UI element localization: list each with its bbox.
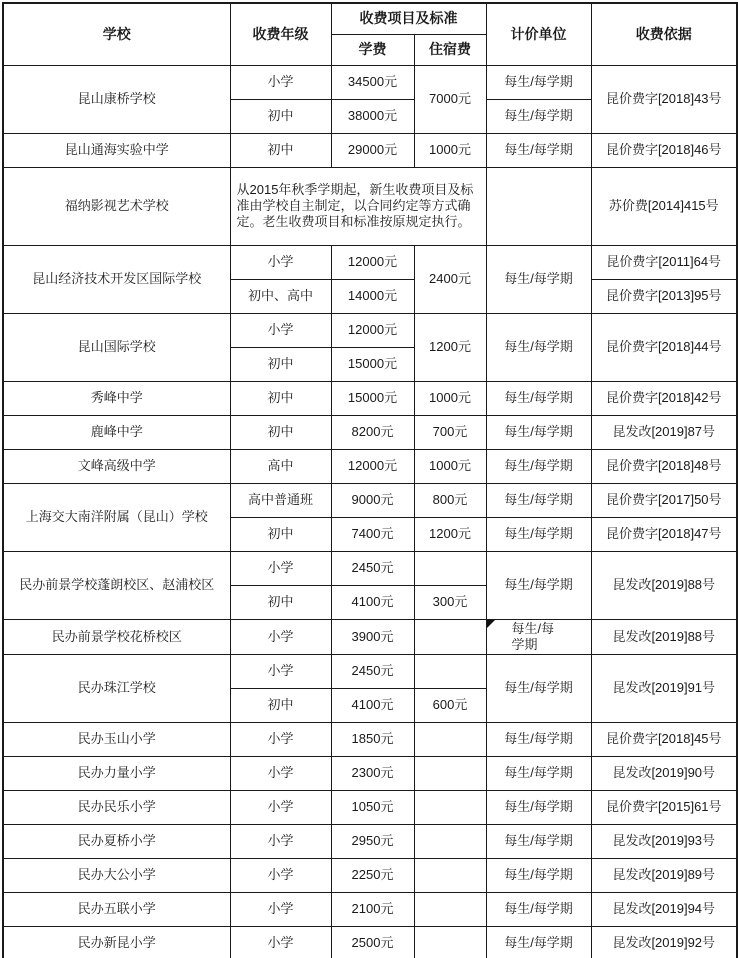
- basis-cell: [591, 279, 737, 313]
- boarding-cell: [414, 483, 486, 517]
- note-cell-text: 从2015年秋季学期起，新生收费项目及标准由学校自主制定，以合同约定等方式确定。老生收费项目和标准按原规定执行。: [236, 181, 474, 230]
- boarding-cell-text: 1200元: [429, 338, 471, 354]
- grade-cell: [230, 927, 331, 958]
- grade-cell-text: 初中: [267, 525, 294, 541]
- basis-cell-text: 昆价费字[2018]43号: [605, 90, 722, 106]
- school-name-cell-text: 昆山康桥学校: [77, 90, 156, 106]
- unit-cell-text: 每生/每学期: [511, 620, 555, 652]
- grade-cell: [230, 279, 331, 313]
- school-name-cell-text: 民办民乐小学: [77, 799, 156, 815]
- basis-cell-text: 昆价费字[2018]48号: [605, 457, 722, 473]
- tuition-cell-text: 2450元: [351, 663, 394, 679]
- table-row: [3, 415, 737, 449]
- grade-cell-text: 小学: [267, 73, 294, 89]
- tuition-cell-text: 2100元: [351, 901, 394, 917]
- tuition-cell-text: 38000元: [347, 107, 398, 123]
- tuition-cell: [331, 381, 414, 415]
- tuition-cell-text: 3900元: [351, 628, 394, 644]
- tuition-cell: [331, 893, 414, 927]
- grade-cell-text: 初中: [267, 141, 294, 157]
- grade-cell-text: 小学: [267, 867, 294, 883]
- unit-cell: [486, 927, 591, 958]
- basis-cell: [591, 133, 737, 167]
- basis-cell-text: 昆价费字[2018]45号: [605, 731, 722, 747]
- school-name-cell: [3, 893, 230, 927]
- boarding-cell-text: 700元: [432, 423, 468, 439]
- grade-cell-text: 初中: [267, 423, 294, 439]
- grade-cell-text: 小学: [267, 901, 294, 917]
- unit-cell-text: 每生/每学期: [504, 799, 573, 815]
- unit-cell: [486, 551, 591, 619]
- basis-cell-text: 昆发改[2019]93号: [612, 833, 716, 849]
- grade-cell-text: 初中、高中: [247, 287, 313, 303]
- school-name-cell: [3, 449, 230, 483]
- unit-cell-text: 每生/每学期: [504, 107, 573, 123]
- boarding-cell-text: 800元: [432, 491, 468, 507]
- grade-cell: [230, 893, 331, 927]
- school-name-cell: [3, 927, 230, 958]
- unit-cell: [486, 619, 591, 655]
- school-name-cell: [3, 483, 230, 551]
- unit-cell: [486, 99, 591, 133]
- school-name-cell: [3, 381, 230, 415]
- grade-cell: [230, 517, 331, 551]
- boarding-cell: [414, 927, 486, 958]
- table-row: [3, 757, 737, 791]
- tuition-cell-text: 1050元: [351, 799, 394, 815]
- tuition-cell-text: 8200元: [351, 423, 394, 439]
- tuition-cell-text: 2500元: [351, 935, 394, 951]
- basis-cell-text: 昆价费字[2011]64号: [606, 253, 722, 269]
- boarding-cell-text: 300元: [432, 593, 468, 609]
- tuition-cell-text: 4100元: [351, 697, 394, 713]
- tuition-cell-text: 9000元: [351, 491, 394, 507]
- tuition-cell-text: 7400元: [351, 525, 394, 541]
- grade-cell-text: 初中: [267, 389, 294, 405]
- grade-cell: [230, 65, 331, 99]
- table-body: [3, 65, 737, 958]
- table-row: [3, 655, 737, 689]
- tuition-cell: [331, 133, 414, 167]
- tuition-cell: [331, 619, 414, 655]
- school-name-cell: [3, 415, 230, 449]
- table-row: [3, 619, 737, 655]
- unit-cell: [486, 133, 591, 167]
- school-name-cell-text: 昆山经济技术开发区国际学校: [32, 270, 202, 286]
- tuition-cell: [331, 689, 414, 723]
- tuition-cell: [331, 825, 414, 859]
- unit-cell-text: 每生/每学期: [504, 833, 573, 849]
- unit-cell-text: 每生/每学期: [504, 680, 573, 696]
- school-name-cell-text: 鹿峰中学: [90, 423, 143, 439]
- grade-cell: [230, 347, 331, 381]
- tuition-cell: [331, 859, 414, 893]
- school-name-cell-text: 民办新昆小学: [77, 935, 156, 951]
- grade-cell: [230, 619, 331, 655]
- tuition-cell-text: 2950元: [351, 833, 394, 849]
- basis-cell: [591, 517, 737, 551]
- grade-cell-text: 初中: [267, 355, 294, 371]
- basis-cell: [591, 449, 737, 483]
- boarding-cell: [414, 313, 486, 381]
- basis-cell: [591, 381, 737, 415]
- boarding-cell: [414, 723, 486, 757]
- unit-cell: [486, 893, 591, 927]
- tuition-cell: [331, 449, 414, 483]
- unit-cell: [486, 313, 591, 381]
- tuition-cell: [331, 415, 414, 449]
- tuition-cell-text: 12000元: [347, 457, 398, 473]
- basis-cell: [591, 313, 737, 381]
- grade-cell: [230, 313, 331, 347]
- grade-cell: [230, 133, 331, 167]
- school-name-cell: [3, 245, 230, 313]
- unit-cell: [486, 757, 591, 791]
- boarding-cell: [414, 757, 486, 791]
- boarding-cell: [414, 65, 486, 133]
- unit-cell: [486, 483, 591, 517]
- boarding-cell: [414, 517, 486, 551]
- basis-cell-text: 昆价费字[2018]46号: [605, 141, 722, 157]
- unit-cell: [486, 723, 591, 757]
- boarding-cell-text: 7000元: [429, 90, 471, 106]
- unit-cell-text: 每生/每学期: [504, 270, 573, 286]
- basis-cell-text: 昆价费字[2018]44号: [605, 338, 722, 354]
- grade-cell-text: 小学: [267, 253, 294, 269]
- table-row: [3, 313, 737, 347]
- unit-cell-text: 每生/每学期: [504, 525, 573, 541]
- basis-cell-text: 苏价费[2014]415号: [608, 197, 719, 213]
- boarding-cell-text: 1000元: [429, 389, 471, 405]
- unit-cell-text: 每生/每学期: [504, 867, 573, 883]
- basis-cell-text: 昆价费字[2018]42号: [605, 389, 722, 405]
- header-row-1: [3, 3, 737, 34]
- grade-cell: [230, 245, 331, 279]
- grade-cell-text: 小学: [267, 663, 294, 679]
- grade-cell: [230, 415, 331, 449]
- grade-cell: [230, 757, 331, 791]
- table-row: [3, 893, 737, 927]
- school-name-cell-text: 民办前景学校蓬朗校区、赵浦校区: [19, 576, 215, 592]
- tuition-cell: [331, 517, 414, 551]
- unit-cell-text: 每生/每学期: [504, 491, 573, 507]
- header-boarding: 住宿费: [414, 34, 486, 65]
- unit-cell: [486, 655, 591, 723]
- grade-cell-text: 初中: [267, 107, 294, 123]
- unit-cell: [486, 381, 591, 415]
- grade-cell-text: 初中: [267, 697, 294, 713]
- tuition-cell: [331, 551, 414, 585]
- basis-cell: [591, 245, 737, 279]
- grade-cell: [230, 449, 331, 483]
- grade-cell: [230, 483, 331, 517]
- school-name-cell-text: 民办五联小学: [77, 901, 156, 917]
- table-row: [3, 381, 737, 415]
- table-row: [3, 551, 737, 585]
- table-row: [3, 449, 737, 483]
- header-unit: 计价单位: [486, 3, 591, 65]
- tuition-cell-text: 12000元: [347, 253, 398, 269]
- header-grade: 收费年级: [230, 3, 331, 65]
- grade-cell-text: 小学: [267, 765, 294, 781]
- boarding-cell-text: 1000元: [429, 457, 471, 473]
- school-name-cell: [3, 619, 230, 655]
- grade-cell: [230, 689, 331, 723]
- basis-cell-text: 昆发改[2019]94号: [612, 901, 716, 917]
- school-name-cell: [3, 313, 230, 381]
- school-name-cell: [3, 723, 230, 757]
- table-row: [3, 723, 737, 757]
- boarding-cell-text: 1000元: [429, 141, 471, 157]
- tuition-cell: [331, 99, 414, 133]
- header-fee-items: 收费项目及标准: [331, 3, 486, 34]
- unit-cell: [486, 65, 591, 99]
- basis-cell-text: 昆价费字[2013]95号: [605, 287, 722, 303]
- basis-cell-text: 昆发改[2019]91号: [612, 680, 716, 696]
- grade-cell-text: 小学: [267, 935, 294, 951]
- basis-cell-text: 昆发改[2019]89号: [612, 867, 716, 883]
- grade-cell-text: 小学: [267, 833, 294, 849]
- unit-cell-text: 每生/每学期: [504, 141, 573, 157]
- table-row: [3, 167, 737, 245]
- tuition-cell: [331, 585, 414, 619]
- basis-cell: [591, 825, 737, 859]
- unit-cell-text: 每生/每学期: [504, 901, 573, 917]
- school-name-cell-text: 文峰高级中学: [77, 457, 156, 473]
- basis-cell-text: 昆价费字[2015]61号: [605, 799, 722, 815]
- tuition-cell-text: 12000元: [347, 321, 398, 337]
- basis-cell-text: 昆发改[2019]90号: [612, 765, 716, 781]
- school-name-cell: [3, 791, 230, 825]
- grade-cell: [230, 825, 331, 859]
- grade-cell-text: 小学: [267, 321, 294, 337]
- boarding-cell: [414, 381, 486, 415]
- basis-cell: [591, 723, 737, 757]
- basis-cell: [591, 859, 737, 893]
- school-name-cell: [3, 825, 230, 859]
- basis-cell: [591, 551, 737, 619]
- basis-cell: [591, 167, 737, 245]
- unit-cell-text: 每生/每学期: [504, 73, 573, 89]
- unit-cell-text: 每生/每学期: [504, 389, 573, 405]
- school-fee-table: [2, 2, 738, 958]
- basis-cell: [591, 791, 737, 825]
- school-name-cell: [3, 65, 230, 133]
- unit-cell: [486, 825, 591, 859]
- grade-cell-text: 高中: [267, 457, 294, 473]
- unit-cell-text: 每生/每学期: [504, 423, 573, 439]
- grade-cell-text: 小学: [267, 628, 294, 644]
- boarding-cell-text: 1200元: [429, 525, 471, 541]
- school-name-cell: [3, 859, 230, 893]
- school-name-cell-text: 昆山通海实验中学: [64, 141, 169, 157]
- boarding-cell: [414, 551, 486, 585]
- school-name-cell-text: 民办珠江学校: [77, 680, 156, 696]
- grade-cell: [230, 585, 331, 619]
- unit-cell: [486, 245, 591, 313]
- boarding-cell: [414, 585, 486, 619]
- tuition-cell: [331, 757, 414, 791]
- grade-cell: [230, 381, 331, 415]
- table-header: [3, 3, 737, 65]
- basis-cell-text: 昆发改[2019]87号: [612, 423, 716, 439]
- boarding-cell: [414, 825, 486, 859]
- tuition-cell: [331, 245, 414, 279]
- tuition-cell: [331, 65, 414, 99]
- boarding-cell: [414, 133, 486, 167]
- school-name-cell: [3, 655, 230, 723]
- tuition-cell-text: 29000元: [347, 141, 398, 157]
- school-name-cell: [3, 167, 230, 245]
- grade-cell-text: 高中普通班: [247, 491, 313, 507]
- tuition-cell-text: 1850元: [351, 731, 394, 747]
- table-row: [3, 133, 737, 167]
- grade-cell: [230, 99, 331, 133]
- tuition-cell-text: 2300元: [351, 765, 394, 781]
- basis-cell: [591, 655, 737, 723]
- school-name-cell-text: 秀峰中学: [90, 389, 143, 405]
- unit-cell: [486, 449, 591, 483]
- table-row: [3, 65, 737, 99]
- tuition-cell: [331, 723, 414, 757]
- tuition-cell-text: 15000元: [347, 355, 398, 371]
- school-name-cell: [3, 757, 230, 791]
- school-name-cell-text: 民办大公小学: [77, 867, 156, 883]
- tuition-cell-text: 4100元: [351, 593, 394, 609]
- grade-cell-text: 初中: [267, 593, 294, 609]
- tuition-cell: [331, 483, 414, 517]
- boarding-cell: [414, 245, 486, 313]
- unit-cell: [486, 859, 591, 893]
- grade-cell: [230, 723, 331, 757]
- boarding-cell: [414, 619, 486, 655]
- unit-cell-text: 每生/每学期: [504, 576, 573, 592]
- basis-cell-text: 昆发改[2019]92号: [612, 935, 716, 951]
- grade-cell: [230, 551, 331, 585]
- grade-cell: [230, 791, 331, 825]
- tuition-cell: [331, 313, 414, 347]
- boarding-cell: [414, 791, 486, 825]
- tuition-cell: [331, 347, 414, 381]
- unit-cell-text: 每生/每学期: [504, 935, 573, 951]
- school-name-cell-text: 民办玉山小学: [77, 731, 156, 747]
- basis-cell: [591, 483, 737, 517]
- unit-cell: [486, 167, 591, 245]
- table-row: [3, 825, 737, 859]
- school-name-cell-text: 民办夏桥小学: [77, 833, 156, 849]
- basis-cell: [591, 893, 737, 927]
- school-name-cell: [3, 133, 230, 167]
- unit-cell: [486, 415, 591, 449]
- boarding-cell: [414, 655, 486, 689]
- unit-cell-text: 每生/每学期: [504, 731, 573, 747]
- unit-cell: [486, 517, 591, 551]
- boarding-cell: [414, 859, 486, 893]
- boarding-cell: [414, 415, 486, 449]
- boarding-cell: [414, 689, 486, 723]
- basis-cell: [591, 757, 737, 791]
- grade-cell: [230, 859, 331, 893]
- basis-cell: [591, 927, 737, 958]
- table-row: [3, 245, 737, 279]
- basis-cell: [591, 415, 737, 449]
- basis-cell-text: 昆发改[2019]88号: [612, 628, 716, 644]
- unit-cell: [486, 791, 591, 825]
- grade-cell-text: 小学: [267, 559, 294, 575]
- tuition-cell-text: 34500元: [347, 73, 398, 89]
- basis-cell-text: 昆价费字[2018]47号: [605, 525, 722, 541]
- table-row: [3, 927, 737, 958]
- tuition-cell: [331, 927, 414, 958]
- cell-corner-triangle-icon: [487, 620, 495, 628]
- unit-cell-text: 每生/每学期: [504, 457, 573, 473]
- grade-cell-text: 小学: [267, 799, 294, 815]
- school-name-cell-text: 福纳影视艺术学校: [64, 197, 169, 213]
- tuition-cell: [331, 655, 414, 689]
- tuition-cell: [331, 791, 414, 825]
- school-name-cell-text: 民办力量小学: [77, 765, 156, 781]
- header-school: 学校: [3, 3, 230, 65]
- basis-cell-text: 昆价费字[2017]50号: [605, 491, 722, 507]
- boarding-cell-text: 2400元: [429, 270, 471, 286]
- school-name-cell-text: 昆山国际学校: [77, 338, 156, 354]
- boarding-cell-text: 600元: [432, 697, 468, 713]
- tuition-cell-text: 2250元: [351, 867, 394, 883]
- tuition-cell-text: 14000元: [347, 287, 398, 303]
- tuition-cell: [331, 279, 414, 313]
- boarding-cell: [414, 449, 486, 483]
- table-row: [3, 791, 737, 825]
- school-name-cell: [3, 551, 230, 619]
- table-row: [3, 483, 737, 517]
- school-name-cell-text: 上海交大南洋附属（昆山）学校: [25, 508, 208, 524]
- grade-cell: [230, 655, 331, 689]
- note-cell: [230, 167, 486, 245]
- unit-cell-text: 每生/每学期: [504, 338, 573, 354]
- tuition-cell-text: 2450元: [351, 559, 394, 575]
- table-row: [3, 859, 737, 893]
- boarding-cell: [414, 893, 486, 927]
- unit-cell-text: 每生/每学期: [504, 765, 573, 781]
- tuition-cell-text: 15000元: [347, 389, 398, 405]
- school-name-cell-text: 民办前景学校花桥校区: [51, 628, 182, 644]
- basis-cell-text: 昆发改[2019]88号: [612, 576, 716, 592]
- header-basis: 收费依据: [591, 3, 737, 65]
- basis-cell: [591, 65, 737, 133]
- header-tuition: 学费: [331, 34, 414, 65]
- grade-cell-text: 小学: [267, 731, 294, 747]
- basis-cell: [591, 619, 737, 655]
